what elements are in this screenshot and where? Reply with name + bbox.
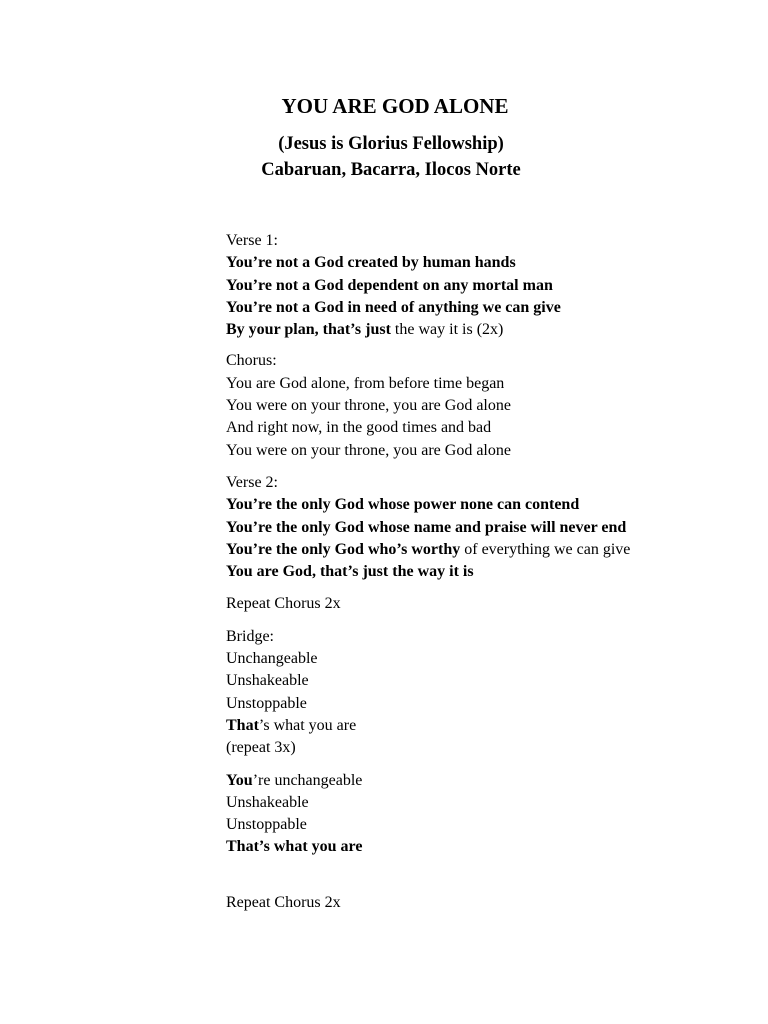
chorus-line: You were on your throne, you are God alone bbox=[226, 397, 511, 415]
repeat-chorus-instruction: Repeat Chorus 2x bbox=[226, 595, 341, 613]
chorus-line: And right now, in the good times and bad bbox=[226, 419, 492, 437]
verse1-line4-bold: By your plan, that’s just bbox=[226, 321, 391, 339]
song-subtitle-fellowship: (Jesus is Glorius Fellowship) bbox=[278, 134, 504, 154]
bridge-line4-bold: That bbox=[226, 716, 259, 734]
verse1-heading: Verse 1: bbox=[226, 232, 278, 249]
verse2-line3-bold: You’re the only God who’s worthy bbox=[226, 540, 461, 558]
bridge-line: Unstoppable bbox=[226, 694, 307, 712]
verse1-line: You’re not a God created by human hands bbox=[226, 254, 516, 272]
bridge-repeat-note: (repeat 3x) bbox=[226, 739, 296, 757]
verse1-line bbox=[226, 319, 766, 341]
verse1-line: You’re not a God in need of anything we can give bbox=[226, 298, 561, 316]
verse1-line: You’re not a God dependent on any mortal man bbox=[226, 276, 553, 294]
verse2-line3-rest: of everything we can give bbox=[460, 540, 631, 558]
bridge-line4-rest: ’s what you are bbox=[258, 716, 357, 734]
bridge-line bbox=[226, 715, 766, 737]
verse2-line: You’re the only God whose name and praise will never end bbox=[226, 518, 627, 536]
verse2-line: You are God, that’s just the way it is bbox=[226, 563, 474, 581]
bridge-heading: Bridge: bbox=[226, 627, 274, 645]
bridge2-line: That’s what you are bbox=[226, 838, 363, 856]
bridge-line: Unchangeable bbox=[226, 650, 318, 668]
song-title: YOU ARE GOD ALONE bbox=[281, 94, 509, 118]
bridge2-line bbox=[226, 770, 766, 792]
verse2-heading: Verse 2: bbox=[226, 473, 278, 491]
verse2-line: You’re the only God whose power none can contend bbox=[226, 496, 580, 514]
verse1-line4-rest: the way it is (2x) bbox=[390, 321, 504, 339]
bridge2-line1-bold: You bbox=[226, 771, 253, 789]
bridge2-line1-rest: ’re unchangeable bbox=[252, 771, 363, 789]
chorus-heading: Chorus: bbox=[226, 352, 277, 370]
repeat-chorus-instruction: Repeat Chorus 2x bbox=[226, 893, 341, 911]
bridge2-line: Unstoppable bbox=[226, 816, 307, 834]
bridge-line: Unshakeable bbox=[226, 672, 309, 690]
bridge2-line: Unshakeable bbox=[226, 793, 309, 811]
verse2-line bbox=[226, 539, 766, 561]
chorus-line: You are God alone, from before time began bbox=[226, 374, 505, 392]
song-subtitle-location: Cabaruan, Bacarra, Ilocos Norte bbox=[261, 160, 521, 180]
lyrics-body bbox=[226, 230, 766, 914]
chorus-line: You were on your throne, you are God alone bbox=[226, 441, 511, 459]
